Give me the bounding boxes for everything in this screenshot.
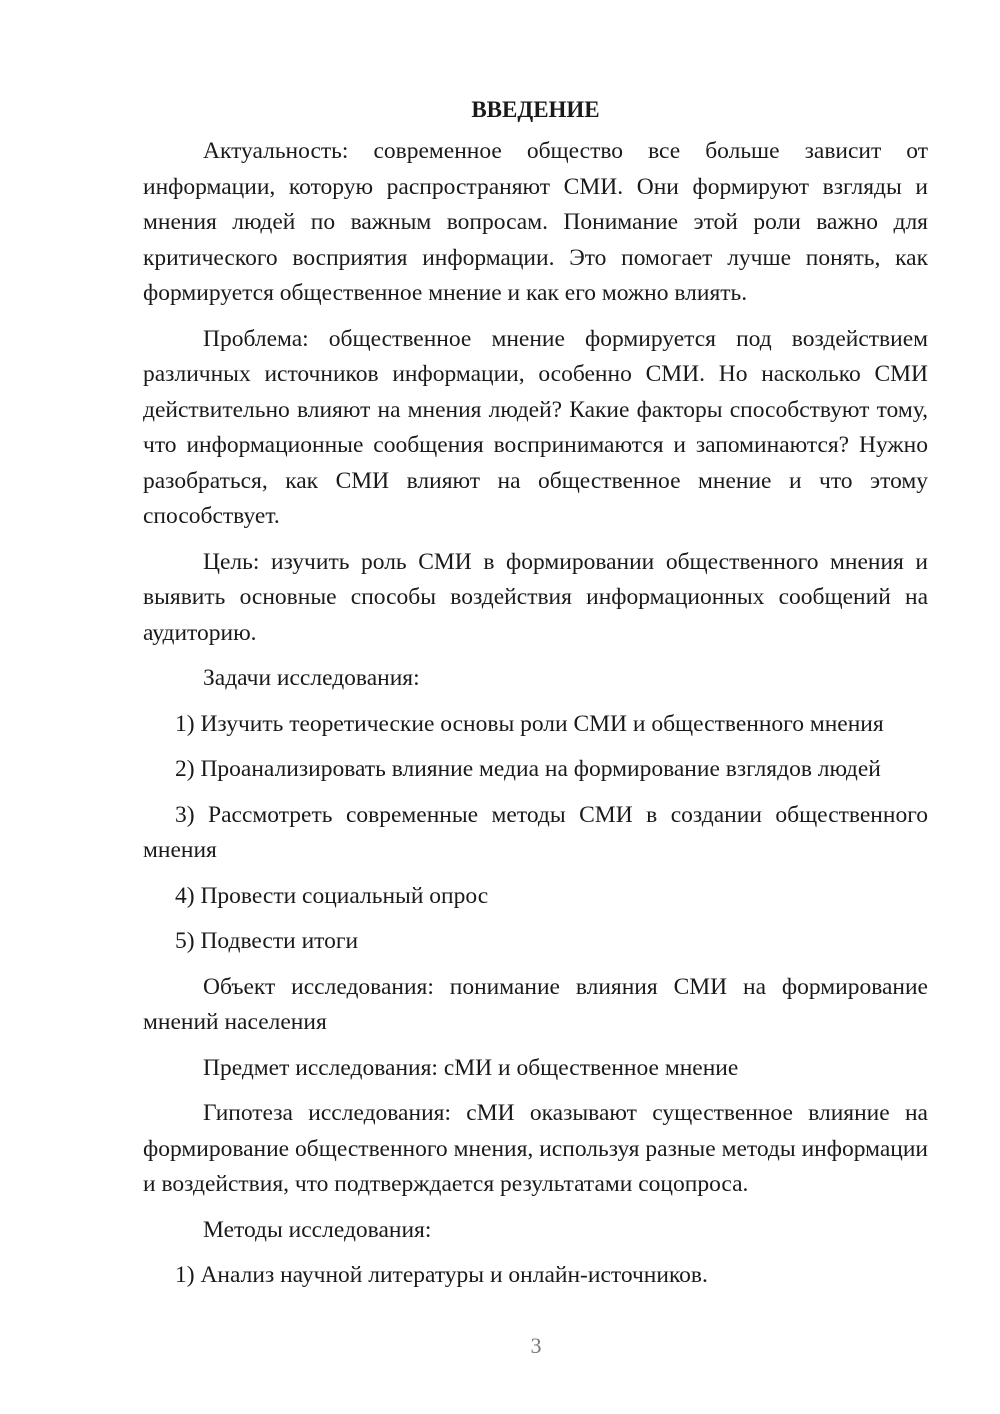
task-item-4: 4) Провести социальный опрос [175, 882, 489, 909]
paragraph-object: Объект исследования: понимание влияния СМИ на формирование мнений населения [143, 973, 928, 1035]
tasks-heading: Задачи исследования: [203, 665, 420, 691]
task-item-3: 3) Рассмотреть современные методы СМИ в создании общественного мнения [143, 801, 928, 863]
paragraph-hypothesis: Гипотеза исследования: сМИ оказывают существенное влияние на формирование общественного мнения, используя разные методы информации и воздействия, что подтверждается результатами соцопроса. [143, 1100, 928, 1197]
paragraph-goal: Цель: изучить роль СМИ в формировании общественного мнения и выявить основные способы воздействия информационных сообщений на аудиторию. [143, 548, 928, 646]
page-number: 3 [530, 1333, 542, 1358]
method-item-1: 1) Анализ научной литературы и онлайн-источников. [175, 1262, 708, 1288]
section-title: ВВЕДЕНИЕ [471, 97, 600, 122]
paragraph-subject: Предмет исследования: сМИ и общественное мнение [203, 1054, 739, 1081]
task-item-1: 1) Изучить теоретические основы роли СМИ и общественного мнения [175, 710, 884, 737]
paragraph-relevance: Актуальность: современное общество все больше зависит от информации, которую распространяют СМИ. Они формируют взгляды и мнения людей по важным вопросам. Понимание этой роли важно для критического восприятия информации. Это помогает лучше понять, как формируется общественное мнение и как его можно влиять. [143, 138, 928, 306]
paragraph-problem: Проблема: общественное мнение формируется под воздействием различных источников информации, особенно СМИ. Но насколько СМИ действительно влияют на мнения людей? Какие факторы способствуют тому, что информационные сообщения воспринимаются и запоминаются? Нужно разобраться, как СМИ влияют на общественное мнение и что этому способствует. [143, 325, 928, 529]
page-content [143, 94, 928, 1294]
methods-heading: Методы исследования: [203, 1216, 432, 1243]
task-item-2: 2) Проанализировать влияние медиа на формирование взглядов людей [175, 756, 881, 782]
task-item-5: 5) Подвести итоги [175, 928, 359, 954]
